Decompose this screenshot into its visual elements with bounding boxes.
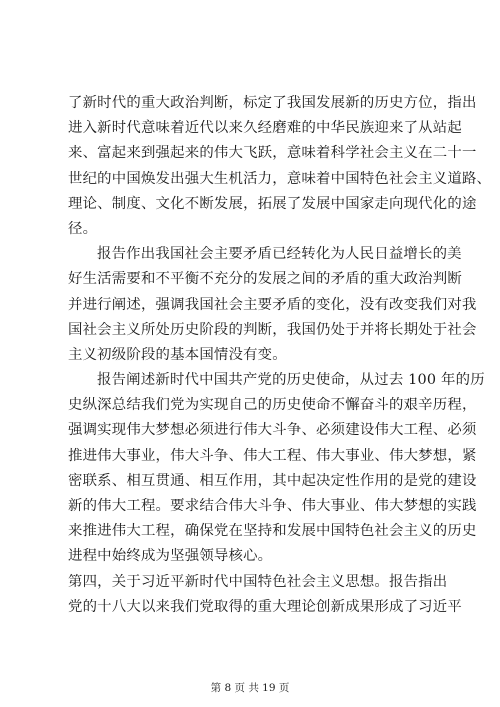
page-footer: 第 8 页 共 19 页 (210, 682, 290, 694)
text-line: 报告阐述新时代中国共产党的历史使命，从过去 100 年的历 (97, 372, 485, 389)
text-line: 报告作出我国社会主要矛盾已经转化为人民日益增长的美 (97, 246, 462, 263)
text-line: 好生活需要和不平衡不充分的发展之间的矛盾的重大政治判断 (68, 271, 462, 288)
text-line: 径。 (68, 220, 98, 237)
text-line: 世纪的中国焕发出强大生机活力，意味着中国特色社会主义道路、 (68, 170, 492, 187)
text-line: 第四，关于习近平新时代中国特色社会主义思想。报告指出 (68, 573, 448, 590)
text-line: 密联系、相互贯通、相互作用，其中起决定性作用的是党的建设 (68, 472, 477, 489)
text-line: 史纵深总结我们党为实现自己的历史使命不懈奋斗的艰辛历程， (68, 397, 477, 414)
text-line: 推进伟大事业，伟大斗争、伟大工程、伟大事业、伟大梦想，紧 (68, 447, 477, 464)
text-line: 来、富起来到强起来的伟大飞跃，意味着科学社会主义在二十一 (68, 145, 477, 162)
text-line: 来推进伟大工程，确保党在坚持和发展中国特色社会主义的历史 (68, 523, 477, 540)
text-line: 了新时代的重大政治判断，标定了我国发展新的历史方位，指出 (68, 95, 477, 111)
text-line: 新的伟大工程。要求结合伟大斗争、伟大事业、伟大梦想的实践 (68, 498, 477, 514)
text-line: 并进行阐述，强调我国社会主要矛盾的变化，没有改变我们对我 (68, 296, 477, 313)
text-line: 进入新时代意味着近代以来久经磨难的中华民族迎来了从站起 (68, 120, 462, 137)
text-line: 党的十八大以来我们党取得的重大理论创新成果形成了习近平 (68, 598, 462, 615)
document-body (68, 91, 492, 620)
text-line: 强调实现伟大梦想必须进行伟大斗争、必须建设伟大工程、必须 (68, 422, 477, 439)
text-line: 进程中始终成为坚强领导核心。 (68, 548, 273, 565)
text-line: 主义初级阶段的基本国情没有变。 (68, 346, 287, 363)
text-line: 国社会主义所处历史阶段的判断，我国仍处于并将长期处于社会 (68, 321, 477, 338)
text-line: 理论、制度、文化不断发展，拓展了发展中国家走向现代化的途 (68, 195, 477, 212)
